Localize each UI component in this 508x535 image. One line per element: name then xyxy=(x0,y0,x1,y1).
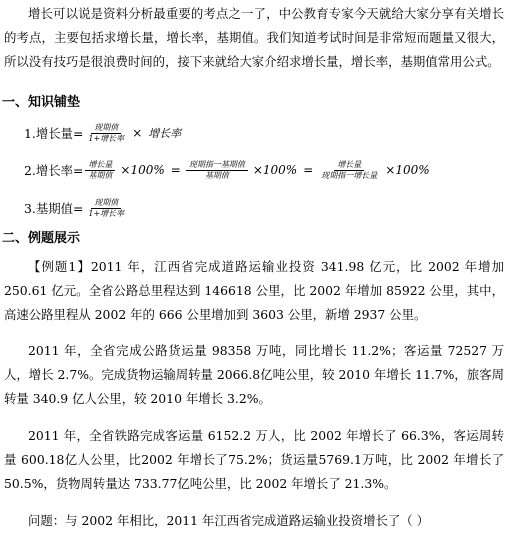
fraction-denominator: 现期指一增长量 xyxy=(321,170,378,180)
fraction-numerator: 增长量 xyxy=(334,160,364,171)
fraction-denominator: 1+增长率 xyxy=(88,208,125,218)
formula-growth-rate xyxy=(24,155,433,185)
formula-label: 3.基期值= xyxy=(24,201,84,216)
equals-sign: = xyxy=(170,163,181,177)
example-question: 问题：与 2002 年相比，2011 年江西省完成道路运输业投资增长了（ ） xyxy=(28,513,429,528)
fraction-numerator: 现期值 xyxy=(91,123,121,134)
example-paragraph-1: 【例题1】2011 年，江西省完成道路运输业投资 341.98 亿元，比 2002 年增加 250.61 亿元。全省公路总里程达到 146618 公里，比 2002 年增加 85922 公里，其中，高速公路里程从 2002 年的 666 公里增加到 3603 公里，新增 2937 公里。 xyxy=(4,259,504,322)
growth-rate-term: 增长率 xyxy=(148,127,182,140)
intro-paragraph: 增长可以说是资料分析最重要的考点之一了，中公教育专家今天就给大家分享有关增长的考点，主要包括求增长量，增长率，基期值。我们知道考试时间是非常短而题量又很大，所以没有技巧是很浪费时间的，接下来就给大家介绍求增长量，增长率，基期值常用公式。 xyxy=(4,6,504,69)
fraction-denominator: 基期值 xyxy=(88,170,113,180)
example-paragraph-2: 2011 年，全省完成公路货运量 98358 万吨，同比增长 11.2%；客运量 72527 万人，增长 2.7%。完成货物运输周转量 2066.8亿吨公里，较 2010 年增长 11.7%，旅客周转量 340.9 亿人公里，较 2010 年增长 3.2%。 xyxy=(4,343,504,406)
fraction-numerator: 现期指一基期值 xyxy=(186,160,248,171)
fraction xyxy=(85,123,127,144)
fraction xyxy=(85,198,127,219)
formula-label: 1.增长量= xyxy=(24,126,84,141)
section-heading-knowledge: 一、知识铺垫 xyxy=(2,95,81,110)
times-sign: × xyxy=(132,126,143,140)
times-percent: ×100% xyxy=(120,163,165,177)
fraction-denominator: 基期值 xyxy=(204,170,229,180)
section-heading-examples: 二、例题展示 xyxy=(2,231,81,246)
equals-sign: = xyxy=(303,163,314,177)
times-percent: ×100% xyxy=(252,163,298,177)
fraction xyxy=(186,160,248,181)
fraction xyxy=(85,160,115,181)
fraction-denominator: 1+增长率 xyxy=(88,133,125,143)
fraction xyxy=(318,160,380,181)
formula-growth-amount xyxy=(24,118,184,148)
times-percent: ×100% xyxy=(385,163,430,177)
formula-base-value xyxy=(24,193,129,223)
fraction-numerator: 现期值 xyxy=(91,198,121,209)
fraction-numerator: 增长量 xyxy=(85,160,115,171)
example-paragraph-3: 2011 年，全省铁路完成客运量 6152.2 万人，比 2002 年增长了 66.3%，客运周转量 600.18亿人公里，比2002 年增长了75.2%；货运量5769.1万吨，比 2002 年增长了50.5%，货物周转量达 733.77亿吨公里，比 2002 年增长了 21.3%。 xyxy=(4,428,504,491)
formula-label: 2.增长率= xyxy=(24,163,84,178)
